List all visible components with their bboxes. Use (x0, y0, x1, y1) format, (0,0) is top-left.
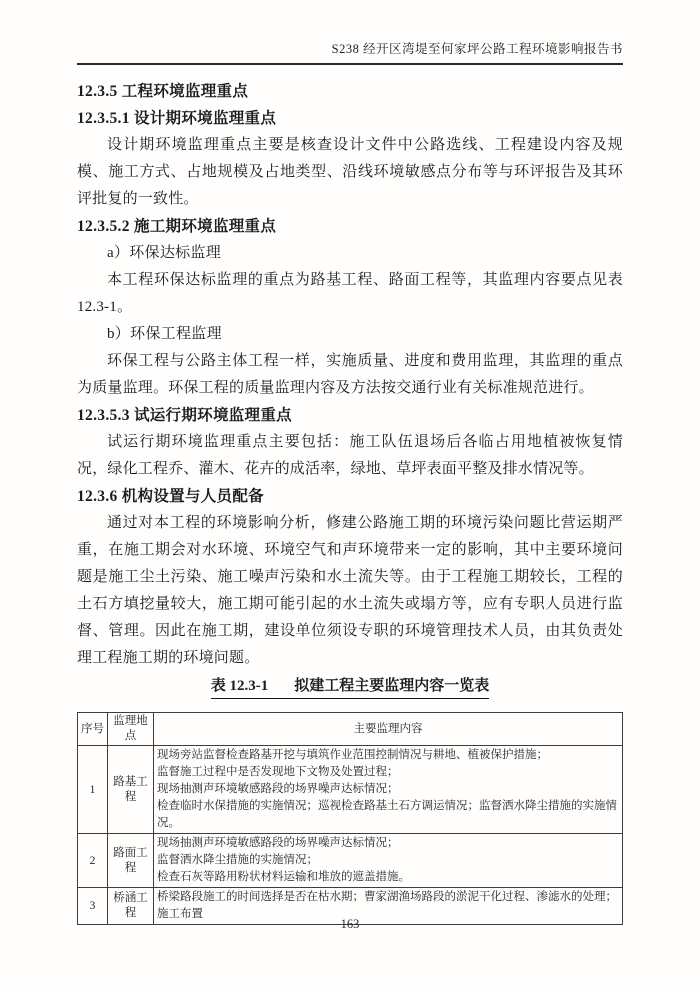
item-a-label: a）环保达标监理 (107, 245, 222, 261)
para-compliance: 本工程环保达标监理的重点为路基工程、路面工程等，其监理内容要点见表12.3-1。 (77, 272, 623, 315)
running-header-title: S238 经开区湾堤至何家坪公路工程环境影响报告书 (77, 42, 623, 65)
cell-location: 桥涵工程 (108, 888, 154, 925)
monitoring-content-line: 现场抽测声环境敏感路段的场界噪声达标情况； (157, 837, 399, 849)
monitoring-content-line: 检查石灰等路用粉状材料运输和堆放的遮盖措施。 (157, 871, 410, 883)
cell-location: 路面工程 (108, 834, 154, 888)
page-footer (0, 917, 700, 932)
table-row (78, 834, 623, 888)
document-body (77, 78, 623, 672)
monitoring-content-line: 监督洒水降尘措施的实施情况； (157, 854, 318, 866)
monitoring-content-line: 现场抽测声环境敏感路段的场界噪声达标情况； (157, 783, 399, 795)
page-header (0, 0, 700, 65)
cell-main-content (154, 834, 623, 888)
heading-12-3-5-1: 12.3.5.1 设计期环境监理重点 (77, 110, 277, 127)
heading-12-3-6: 12.3.6 机构设置与人员配备 (77, 488, 264, 505)
table-caption-text: 拟建工程主要监理内容一览表 (294, 678, 490, 694)
table-caption-underline (211, 676, 490, 699)
item-b-label: b）环保工程监理 (107, 326, 222, 342)
para-staffing: 通过对本工程的环境影响分析，修建公路施工期的环境污染问题比营运期严重，在施工期会对水环境、环境空气和声环境带来一定的影响，其中主要环境问题是施工尘土污染、施工噪声污染和水土流失等。由于工程施工期较长，工程的土石方填挖量较大，施工期可能引起的水土流失或塌方等，应有专职人员进行监督、管理。因此在施工期，建设单位须设专职的环境管理技术人员，由其负责处理工程施工期的环境问题。 (77, 515, 623, 666)
heading-12-3-5-3: 12.3.5.3 试运行期环境监理重点 (77, 407, 292, 424)
table-wrap (77, 712, 623, 925)
col-header-main-content: 主要监理内容 (154, 713, 623, 746)
table-row (78, 746, 623, 834)
monitoring-content-table (77, 712, 623, 925)
heading-12-3-5-2: 12.3.5.2 施工期环境监理重点 (77, 218, 277, 235)
cell-seq-no: 3 (78, 888, 108, 925)
col-header-seq-no: 序号 (78, 713, 108, 746)
monitoring-content-line: 监督施工过程中是否发现地下文物及处置过程； (157, 766, 399, 778)
heading-12-3-5: 12.3.5 工程环境监理重点 (77, 83, 249, 100)
cell-main-content (154, 746, 623, 834)
cell-location: 路基工程 (108, 746, 154, 834)
cell-seq-no: 2 (78, 834, 108, 888)
cell-seq-no: 1 (78, 746, 108, 834)
col-header-location: 监理地点 (108, 713, 154, 746)
para-design-phase: 设计期环境监理重点主要是核查设计文件中公路选线、工程建设内容及规模、施工方式、占地规模及占地类型、沿线环境敏感点分布等与环评报告及其环评批复的一致性。 (77, 137, 623, 207)
para-engineering: 环保工程与公路主体工程一样，实施质量、进度和费用监理，其监理的重点为质量监理。环保工程的质量监理内容及方法按交通行业有关标准规范进行。 (77, 353, 623, 396)
table-header-row (78, 713, 623, 746)
monitoring-content-line: 现场旁站监督检查路基开挖与填筑作业范围控制情况与耕地、植被保护措施； (157, 749, 548, 761)
monitoring-content-line: 桥梁路段施工的时间选择是否在枯水期；曹家湖渔场路段的淤泥干化过程、渗滤水的处理；施工布置 (157, 891, 617, 920)
page-number: 163 (340, 917, 360, 931)
monitoring-content-line: 检查临时水保措施的实施情况；巡视检查路基土石方调运情况；监督洒水降尘措施的实施情况。 (157, 800, 617, 829)
table-caption-label: 表 12.3-1 (210, 678, 269, 694)
table-caption (0, 676, 700, 699)
para-trial-period: 试运行期环境监理重点主要包括：施工队伍退场后各临占用地植被恢复情况，绿化工程乔、灌木、花卉的成活率，绿地、草坪表面平整及排水情况等。 (77, 434, 623, 477)
